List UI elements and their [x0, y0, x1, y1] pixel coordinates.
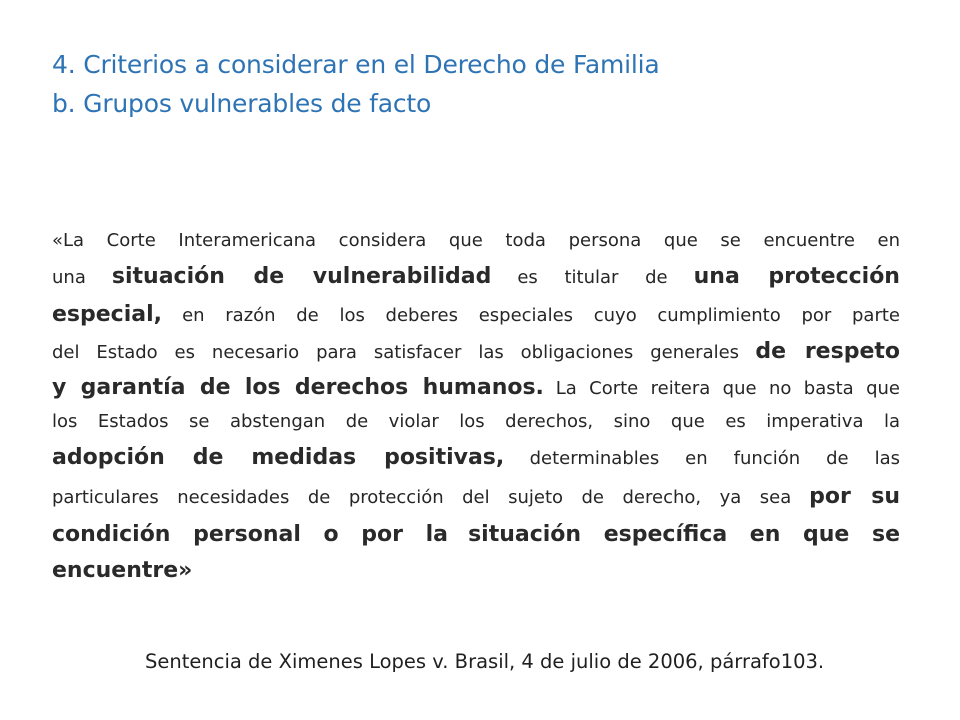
quote-text: particulares necesidades de protección del sujeto de derecho, ya sea [52, 487, 792, 508]
quote-block [52, 224, 900, 588]
quote-line [52, 296, 900, 334]
slide-title-line-2: b. Grupos vulnerables de facto [52, 89, 432, 118]
quote-line [52, 478, 900, 516]
quote-text: determinables en función de las [529, 448, 900, 469]
quote-text: en razón de los deberes especiales cuyo cumplimiento por parte [182, 305, 900, 326]
quote-line [52, 516, 900, 554]
quote-emphasis: especial, [52, 302, 163, 327]
quote-text: «La Corte Interamericana considera que toda persona que se encuentre en [52, 230, 900, 251]
quote-emphasis: situación de vulnerabilidad [111, 264, 492, 289]
quote-text: una [52, 267, 86, 288]
quote-line [52, 334, 900, 370]
quote-emphasis: encuentre» [52, 558, 193, 583]
quote-emphasis: y garantía de los derechos humanos. [52, 375, 544, 400]
quote-emphasis: una protección [693, 264, 900, 289]
quote-line [52, 554, 900, 588]
quote-emphasis: situación específica en que se [468, 522, 901, 547]
quote-emphasis: adopción de medidas positivas, [52, 445, 505, 470]
quote-emphasis: condición personal o por la [52, 522, 448, 547]
citation: Sentencia de Ximenes Lopes v. Brasil, 4 de julio de 2006, párrafo103. [145, 650, 825, 673]
quote-emphasis: de respeto [755, 339, 900, 364]
quote-line [52, 258, 900, 296]
quote-line [52, 370, 900, 406]
quote-line [52, 224, 900, 258]
quote-text: los Estados se abstengan de violar los derechos, sino que es imperativa la [52, 411, 900, 432]
quote-line [52, 406, 900, 438]
quote-emphasis: por su [809, 484, 901, 509]
quote-line [52, 438, 900, 478]
quote-text: es titular de [517, 267, 668, 288]
quote-text: La Corte reitera que no basta que [555, 378, 900, 399]
slide-title-line-1: 4. Criterios a considerar en el Derecho de Familia [52, 50, 660, 79]
quote-text: del Estado es necesario para satisfacer las obligaciones generales [52, 342, 740, 363]
